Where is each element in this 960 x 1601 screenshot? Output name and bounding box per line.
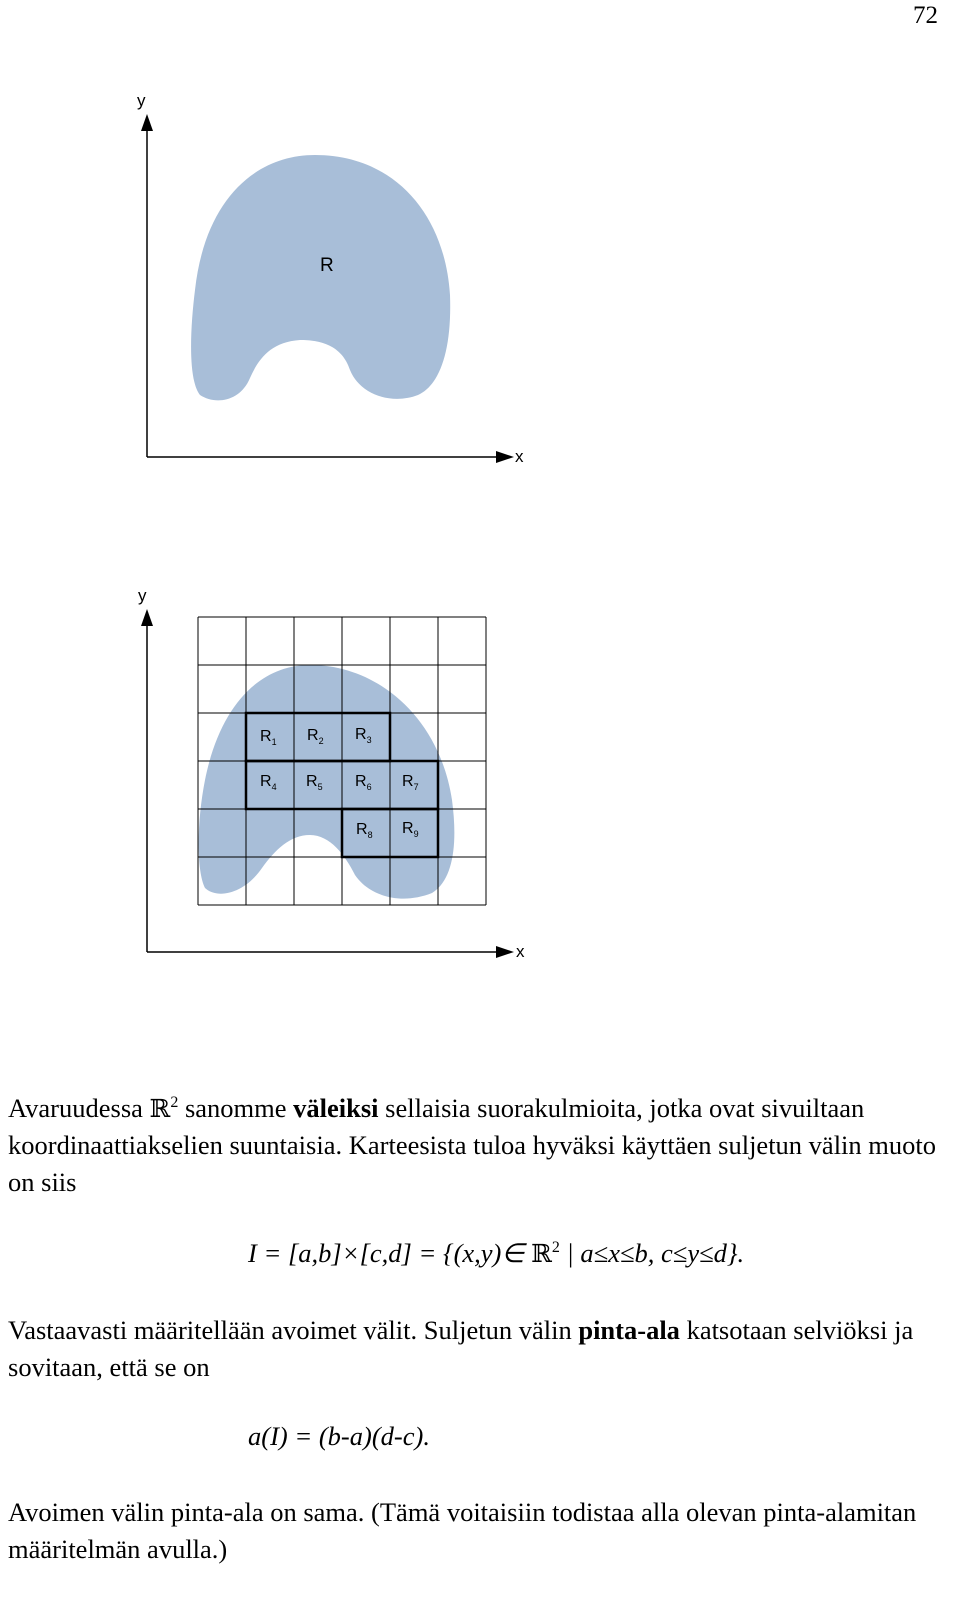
- paragraph-area: Vastaavasti määritellään avoimet välit. Suljetun välin pinta-ala katsotaan selviöksi ja sovitaan, että se on: [8, 1315, 914, 1382]
- cell-label-r4: $R_4$: [260, 773, 277, 792]
- x-axis-arrow: [496, 451, 514, 463]
- cell-label-r9: $R_9$: [402, 820, 419, 839]
- figure-region: [0, 85, 560, 485]
- cell-label-r7: $R_7$: [402, 773, 419, 792]
- cell-label-r1: $R_1$: [260, 728, 277, 747]
- y-axis-arrow: [141, 114, 153, 131]
- paragraph-intervals: Avaruudessa ℝ$^2$ sanomme väleiksi sellaisia suorakulmioita, jotka ovat sivuiltaan koordinaattiakselien suuntaisia. Karteesista tuloa hyväksi käyttäen suljetun välin muoto on siis: [8, 1093, 937, 1197]
- figure-grid: [0, 580, 560, 980]
- cell-label-r2: $R_2$: [307, 727, 324, 746]
- term-valeiksi: väleiksi: [293, 1093, 379, 1123]
- x-axis-label: x: [515, 447, 524, 466]
- region-r-shape: [191, 155, 450, 400]
- cell-label-r3: $R_3$: [355, 726, 372, 745]
- formula-area: a(I) = (b-a)(d-c).: [248, 1421, 430, 1451]
- term-pinta-ala: pinta-ala: [578, 1315, 680, 1345]
- cell-label-r6: $R_6$: [355, 773, 372, 792]
- cell-label-r5: $R_5$: [306, 773, 323, 792]
- page-number: 72: [913, 2, 938, 29]
- y-axis-arrow: [141, 609, 153, 626]
- formula-closed-interval: I = [a,b]×[c,d] = {(x,y)∈ ℝ$^2$ | a≤x≤b, c≤y≤d}.: [248, 1238, 745, 1268]
- y-axis-label: y: [137, 91, 146, 110]
- region-label: R: [320, 255, 334, 276]
- y-axis-label: y: [138, 586, 147, 605]
- cell-label-r8: $R_8$: [356, 821, 373, 840]
- paragraph-open-interval: Avoimen välin pinta-ala on sama. (Tämä voitaisiin todistaa alla olevan pinta-alamitan määritelmän avulla.): [8, 1497, 917, 1564]
- x-axis-label: x: [516, 942, 525, 961]
- x-axis-arrow: [496, 946, 514, 958]
- real-space-symbol: ℝ: [149, 1094, 171, 1123]
